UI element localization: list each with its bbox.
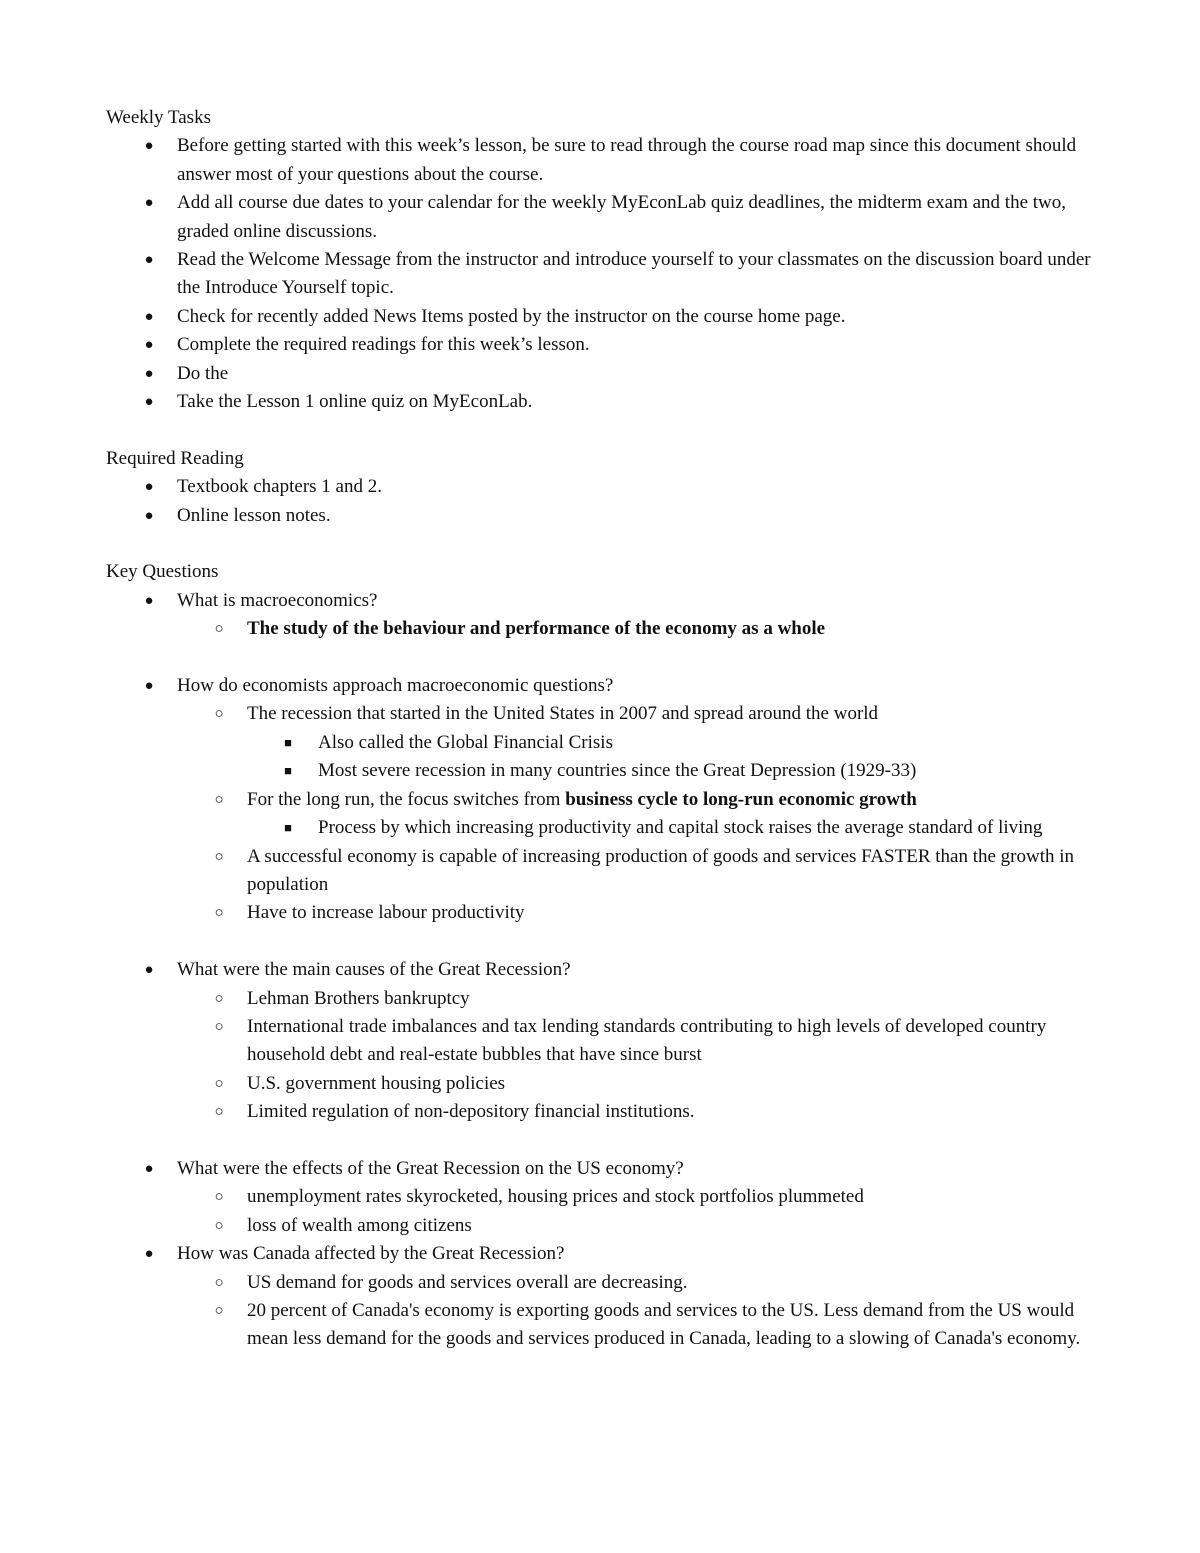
answer-text: unemployment rates skyrocketed, housing prices and stock portfolios plummeted <box>247 1186 864 1208</box>
weekly-task-item <box>106 360 1106 388</box>
weekly-task-item <box>106 331 1106 359</box>
reading-item <box>106 502 1106 530</box>
sub-answer-text: Process by which increasing productivity and capital stock raises the average standard of living <box>318 817 1043 839</box>
filled-circle-bullet-icon: ● <box>144 678 154 695</box>
weekly-task-item <box>106 189 1106 246</box>
filled-circle-bullet-icon: ● <box>144 962 154 979</box>
hollow-circle-bullet-icon: ○ <box>214 791 224 808</box>
sub-answer-text: Also called the Global Financial Crisis <box>318 731 613 753</box>
filled-circle-bullet-icon: ● <box>144 138 154 155</box>
answer-item <box>106 843 1106 900</box>
answer-text: US demand for goods and services overall are decreasing. <box>247 1271 688 1293</box>
hollow-circle-bullet-icon: ○ <box>214 1018 224 1035</box>
blank-line <box>106 530 1106 558</box>
answer-text: Have to increase labour productivity <box>247 902 525 924</box>
filled-circle-bullet-icon: ● <box>144 479 154 496</box>
hollow-circle-bullet-icon: ○ <box>214 848 224 865</box>
answer-item <box>106 1070 1106 1098</box>
hollow-circle-bullet-icon: ○ <box>214 706 224 723</box>
document-body <box>106 104 1106 1354</box>
square-bullet-icon: ■ <box>284 763 292 779</box>
answer-text: International trade imbalances and tax lending standards contributing to high levels of developed country household debt and real-estate bubbles that have since burst <box>247 1015 1047 1066</box>
question-item <box>106 587 1106 615</box>
answer-text: Limited regulation of non-depository financial institutions. <box>247 1101 695 1123</box>
filled-circle-bullet-icon: ● <box>144 365 154 382</box>
weekly-tasks-heading: Weekly Tasks <box>106 107 211 128</box>
answer-text: loss of wealth among citizens <box>247 1214 472 1236</box>
answer-item <box>106 1013 1106 1070</box>
filled-circle-bullet-icon: ● <box>144 507 154 524</box>
hollow-circle-bullet-icon: ○ <box>214 1104 224 1121</box>
filled-circle-bullet-icon: ● <box>144 195 154 212</box>
hollow-circle-bullet-icon: ○ <box>214 1189 224 1206</box>
filled-circle-bullet-icon: ● <box>144 1246 154 1263</box>
question-text: What is macroeconomics? <box>177 589 378 611</box>
answer-item <box>106 1269 1106 1297</box>
answer-text: Lehman Brothers bankruptcy <box>247 987 470 1009</box>
question-text: What were the effects of the Great Recession on the US economy? <box>177 1157 684 1179</box>
filled-circle-bullet-icon: ● <box>144 1160 154 1177</box>
answer-text: U.S. government housing policies <box>247 1072 506 1094</box>
answer-item <box>106 786 1106 814</box>
filled-circle-bullet-icon: ● <box>144 394 154 411</box>
reading-text: Textbook chapters 1 and 2. <box>177 476 382 498</box>
weekly-task-item <box>106 388 1106 416</box>
hollow-circle-bullet-icon: ○ <box>214 905 224 922</box>
answer-item <box>106 1212 1106 1240</box>
blank-line <box>106 1127 1106 1155</box>
question-text: What were the main causes of the Great Recession? <box>177 959 571 981</box>
weekly-task-item <box>106 246 1106 303</box>
hollow-circle-bullet-icon: ○ <box>214 1302 224 1319</box>
blank-line <box>106 928 1106 956</box>
answer-text: 20 percent of Canada's economy is exporting goods and services to the US. Less demand from the US would mean less demand for the goods and services produced in Canada, leading to a slowing of Canada's economy. <box>247 1299 1081 1350</box>
answer-text: A successful economy is capable of increasing production of goods and services FASTER than the growth in population <box>247 845 1075 895</box>
answer-item <box>106 985 1106 1013</box>
weekly-task-text: Take the Lesson 1 online quiz on MyEconLab. <box>177 391 533 413</box>
answer-item <box>106 899 1106 927</box>
question-item <box>106 956 1106 984</box>
reading-text: Online lesson notes. <box>177 504 331 526</box>
answer-bold-text: business cycle to long-run economic growth <box>565 788 917 810</box>
square-bullet-icon: ■ <box>284 820 292 836</box>
sub-answer-item <box>106 729 1106 757</box>
hollow-circle-bullet-icon: ○ <box>214 990 224 1007</box>
filled-circle-bullet-icon: ● <box>144 252 154 269</box>
question-item <box>106 672 1106 700</box>
filled-circle-bullet-icon: ● <box>144 337 154 354</box>
weekly-task-text: Do the <box>177 362 229 384</box>
weekly-task-text: Before getting started with this week’s lesson, be sure to read through the course road map since this document should answer most of your questions about the course. <box>177 135 1077 185</box>
answer-item <box>106 615 1106 643</box>
blank-line <box>106 644 1106 672</box>
answer-text: The recession that started in the United States in 2007 and spread around the world <box>247 703 879 725</box>
answer-item <box>106 1183 1106 1211</box>
filled-circle-bullet-icon: ● <box>144 592 154 609</box>
hollow-circle-bullet-icon: ○ <box>214 1217 224 1234</box>
weekly-task-text: Add all course due dates to your calendar for the weekly MyEconLab quiz deadlines, the midterm exam and the two, graded online discussions. <box>177 192 1067 242</box>
weekly-task-item <box>106 132 1106 189</box>
hollow-circle-bullet-icon: ○ <box>214 1274 224 1291</box>
blank-line <box>106 416 1106 444</box>
filled-circle-bullet-icon: ● <box>144 308 154 325</box>
weekly-task-item <box>106 303 1106 331</box>
sub-answer-item <box>106 814 1106 842</box>
square-bullet-icon: ■ <box>284 734 292 750</box>
required-reading-heading: Required Reading <box>106 447 244 469</box>
answer-item <box>106 1098 1106 1126</box>
sub-answer-item <box>106 757 1106 785</box>
weekly-task-text: Read the Welcome Message from the instructor and introduce yourself to your classmates on the discussion board under the Introduce Yourself topic. <box>177 249 1091 299</box>
question-text: How was Canada affected by the Great Recession? <box>177 1243 565 1265</box>
hollow-circle-bullet-icon: ○ <box>214 621 224 638</box>
weekly-task-text: Check for recently added News Items posted by the instructor on the course home page. <box>177 305 846 327</box>
key-questions-heading: Key Questions <box>106 561 219 583</box>
question-text: How do economists approach macroeconomic questions? <box>177 675 614 697</box>
hollow-circle-bullet-icon: ○ <box>214 1075 224 1092</box>
weekly-task-text: Complete the required readings for this week’s lesson. <box>177 334 590 356</box>
question-item <box>106 1155 1106 1183</box>
question-item <box>106 1240 1106 1268</box>
answer-item <box>106 1297 1106 1354</box>
sub-answer-text: Most severe recession in many countries since the Great Depression (1929-33) <box>318 760 917 782</box>
answer-item <box>106 700 1106 728</box>
answer-text: For the long run, the focus switches from <box>247 788 566 810</box>
reading-item <box>106 473 1106 501</box>
answer-text: The study of the behaviour and performance of the economy as a whole <box>247 618 826 640</box>
